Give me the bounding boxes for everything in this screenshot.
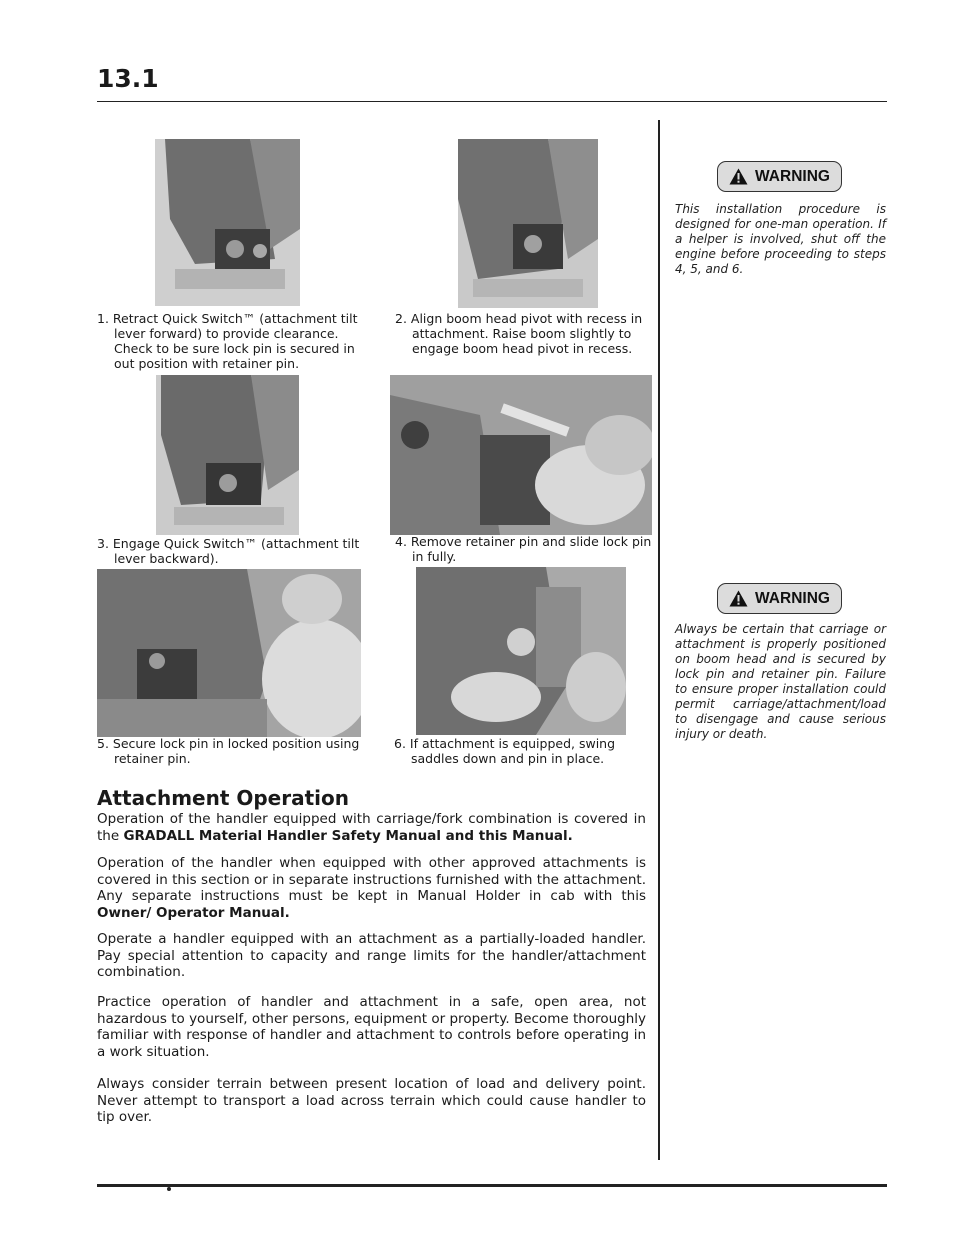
paragraph-2 [97, 855, 646, 921]
column-divider [658, 120, 660, 1160]
step-3-photo [156, 375, 299, 535]
warning-badge-1 [717, 161, 842, 192]
warning-text-2: Always be certain that carriage or attachment is properly positioned on boom head and is secured by lock pin and retainer pin. Failure to ensure proper installation could permit carriage/attachment/load to disengage and cause serious injury or death. [675, 622, 886, 741]
step-1-photo [155, 139, 300, 306]
header-rule [97, 101, 887, 102]
paragraph-1-text: Operation of the handler equipped with carriage/fork combination is covered in the [97, 811, 646, 844]
step-4-caption: 4. Remove retainer pin and slide lock pin in fully. [395, 534, 652, 564]
step-5-caption: 5. Secure lock pin in locked position using retainer pin. [97, 736, 360, 766]
footer-rule [97, 1184, 887, 1187]
warning-text-1: This installation procedure is designed for one-man operation. If a helper is involved, shut off the engine before proceeding to steps 4, 5, and 6. [675, 202, 886, 276]
warning-badge-2 [717, 583, 842, 614]
warning-triangle-icon [729, 168, 748, 185]
step-3-caption: 3. Engage Quick Switch™ (attachment tilt lever backward). [97, 536, 360, 566]
paragraph-1 [97, 811, 646, 844]
step-5-photo [97, 569, 361, 737]
paragraph-1-bold: GRADALL Material Handler Safety Manual and this Manual. [123, 827, 573, 844]
paragraph-5: Always consider terrain between present location of load and delivery point. Never attempt to transport a load across terrain which could cause handler to tip over. [97, 1076, 646, 1125]
step-4-photo [390, 375, 652, 535]
footer-dot [167, 1187, 171, 1191]
step-2-photo [458, 139, 598, 308]
step-6-caption: 6. If attachment is equipped, swing saddles down and pin in place. [394, 736, 616, 766]
warning-label-2: WARNING [755, 589, 830, 607]
section-heading: Attachment Operation [97, 786, 349, 810]
paragraph-3: Operate a handler equipped with an attachment as a partially-loaded handler. Pay special attention to capacity and range limits for the handler/attachment combination. [97, 931, 646, 980]
paragraph-2-text: Operation of the handler when equipped with other approved attachments is covered in this section or in separate instructions furnished with the attachment. Any separate instructions must be kept in Manual Holder in cab with this [97, 855, 646, 904]
paragraph-4: Practice operation of handler and attachment in a safe, open area, not hazardous to yourself, other persons, equipment or property. Become thoroughly familiar with response of handler and attachment to controls before operating in a work situation. [97, 994, 646, 1060]
paragraph-2-bold: Owner/ Operator Manual. [97, 904, 290, 921]
step-6-photo [416, 567, 626, 735]
step-1-caption: 1. Retract Quick Switch™ (attachment tilt lever forward) to provide clearance. Check to be sure lock pin is secured in out position with retainer pin. [97, 311, 358, 371]
step-2-caption: 2. Align boom head pivot with recess in attachment. Raise boom slightly to engage boom head pivot in recess. [395, 311, 643, 356]
warning-label-1: WARNING [755, 167, 830, 185]
warning-triangle-icon [729, 590, 748, 607]
section-number: 13.1 [97, 64, 159, 93]
